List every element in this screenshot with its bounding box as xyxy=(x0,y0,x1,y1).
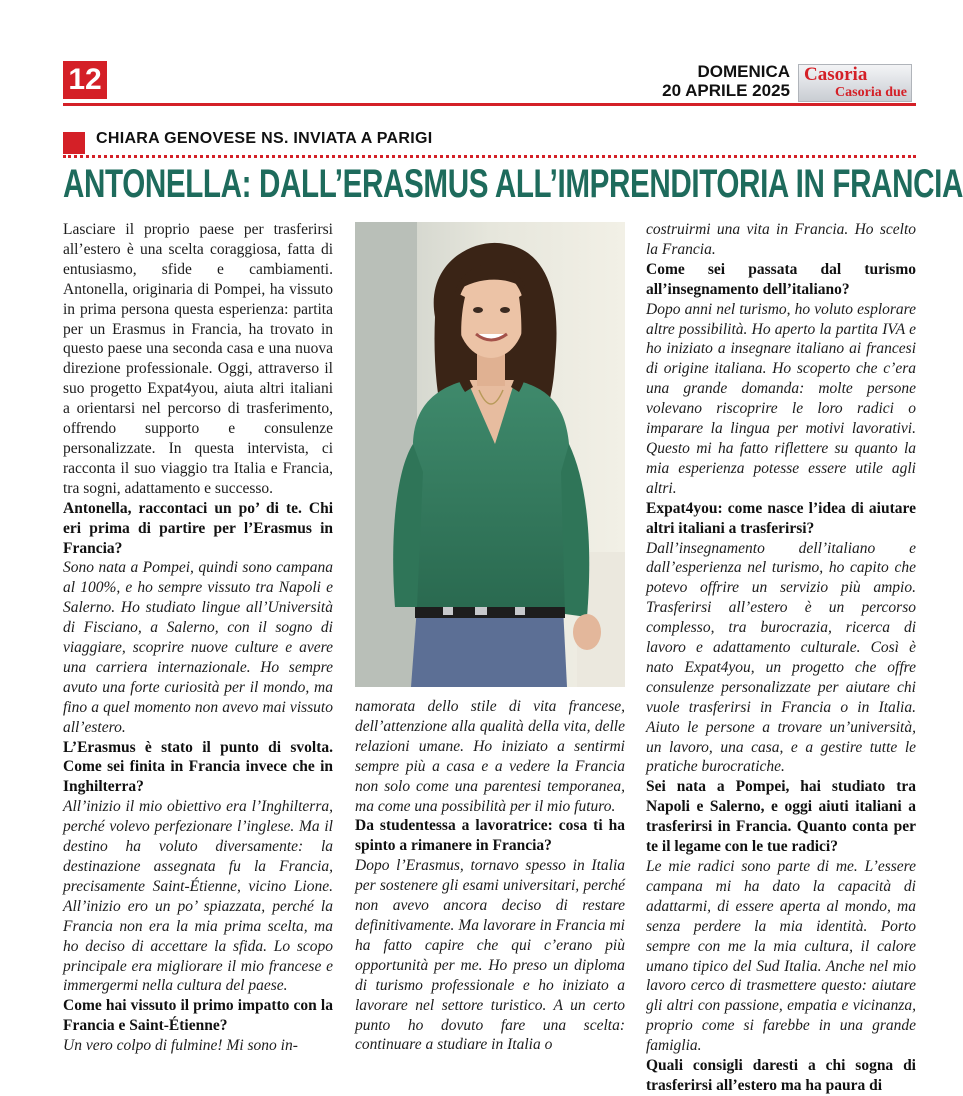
interview-question: Quali consigli daresti a chi sogna di trasferirsi all’estero ma ha paura di xyxy=(646,1057,916,1094)
issue-day: DOMENICA xyxy=(697,62,790,81)
logo-line-1: Casoria xyxy=(804,64,868,85)
interview-answer: namorata dello stile di vita francese, dell’attenzione alla qualità della vita, delle relazioni umane. Ho iniziato a sentirmi sempre più a casa e a vedere la Francia non solo come una parentesi temporanea, ma come una possibilità per il mio futuro. xyxy=(355,698,625,815)
interview-question: Come sei passata dal turismo all’insegnamento dell’italiano? xyxy=(646,260,916,298)
article-kicker: CHIARA GENOVESE NS. INVIATA A PARIGI xyxy=(96,130,433,147)
interview-question: Sei nata a Pompei, hai studiato tra Napoli e Salerno, e oggi aiuti italiani a trasferirsi in Francia. Quanto conta per te il legame con le tue radici? xyxy=(646,778,916,856)
interview-question: Da studentessa a lavoratrice: cosa ti ha spinto a rimanere in Francia? xyxy=(355,817,625,855)
portrait-photo xyxy=(355,222,625,687)
interview-question: Come hai vissuto il primo impatto con la Francia e Saint-Étienne? xyxy=(63,997,333,1035)
interview-answer: Dopo l’Erasmus, tornavo spesso in Italia per sostenere gli esami universitari, perché non avevo ancora deciso di restare definitivamente. Ma lavorare in Francia mi ha fatto capire che qui c’erano più opportunità per me. Ho preso un diploma di turismo professionale e ho iniziato a lavorare nel settore turistico. A un certo punto ho dovuto fare una scelta: continuare a studiare in Italia o xyxy=(355,857,625,1054)
interview-question: L’Erasmus è stato il punto di svolta. Come sei finita in Francia invece che in Inghilterra? xyxy=(63,738,333,796)
interview-question: Antonella, raccontaci un po’ di te. Chi eri prima di partire per l’Erasmus in Francia? xyxy=(63,499,333,557)
interview-answer: costruirmi una vita in Francia. Ho scelto la Francia. xyxy=(646,221,916,258)
interview-question: Expat4you: come nasce l’idea di aiutare altri italiani a trasferirsi? xyxy=(646,499,916,537)
header-rule xyxy=(63,103,916,106)
issue-date xyxy=(662,62,790,100)
interview-answer: Dall’insegnamento dell’italiano e dall’esperienza nel turismo, ho capito che potevo offrire un servizio più ampio. Trasferirsi all’estero è un percorso complesso, tra burocrazia, ricerca di lavoro e adattamento culturale. Così è nato Expat4you, un progetto che offre consulenze personalizzate per aiutare chi vuole trasferirsi in Francia o in Italia. Aiuto le persone a trovare un’università, un lavoro, una casa, e a gestire tutte le pratiche burocratiche. xyxy=(646,539,916,776)
interview-answer: Dopo anni nel turismo, ho voluto esplorare altre possibilità. Ho aperto la partita IVA e ho iniziato a insegnare italiano ai francesi di origine italiana. Ho scoperto che c’era una grande domanda: molte persone volevano riscoprire le loro radici o imparare la lingua per motivi lavorativi. Questo mi ha fatto riflettere su quanto la mia esperienza potesse essere utile agli altri. xyxy=(646,300,916,497)
interview-answer: Sono nata a Pompei, quindi sono campana al 100%, e ho sempre vissuto tra Napoli e Salerno. Ho studiato lingue all’Università di Fisciano, a Salerno, con il sogno di viaggiare, scoprire nuove culture e avere una carriera internazionale. Ho sempre avuto una forte curiosità per il mondo, ma fino a quel momento non avevo mai vissuto all’estero. xyxy=(63,559,333,736)
article-headline: ANTONELLA: DALL’ERASMUS ALL’IMPRENDITORIA IN FRANCIA xyxy=(63,162,963,206)
interview-answer: Un vero colpo di fulmine! Mi sono in- xyxy=(63,1037,298,1055)
article-column-3 xyxy=(646,220,916,1096)
interview-answer: All’inizio il mio obiettivo era l’Inghilterra, perché volevo perfezionare l’inglese. Ma il destino ha voluto diversamente: la destinazione assegnata fu la Francia, precisamente Saint-Étienne, vicino Lione. All’inizio ero un po’ spiazzata, perché la Francia non era la mia prima scelta, ma ho deciso di accettare la sfida. Lo scopo principale era migliorare il mio francese e immergermi nella cultura del paese. xyxy=(63,798,333,995)
kicker-marker xyxy=(63,132,85,154)
article-column-1 xyxy=(63,220,333,1056)
article-column-2 xyxy=(355,697,625,1055)
newspaper-logo xyxy=(798,64,912,102)
photo-illustration xyxy=(355,222,625,687)
logo-line-2: Casoria due xyxy=(835,85,907,100)
issue-full-date: 20 APRILE 2025 xyxy=(662,81,790,100)
interview-answer: Le mie radici sono parte di me. L’essere campana mi ha dato la capacità di adattarmi, di essere aperta al mondo, ma senza perdere la mia identità. Porto sempre con me la mia cultura, il calore umano tipico del Sud Italia. Anche nel mio lavoro cerco di trasmettere questo: aiutare gli altri con passione, empatia e vicinanza, proprio come si farebbe in una grande famiglia. xyxy=(646,858,916,1055)
page-number: 12 xyxy=(63,61,107,99)
intro-paragraph: Lasciare il proprio paese per trasferirsi all’estero è una scelta coraggiosa, fatta di entusiasmo, sfide e cambiamenti. Antonella, originaria di Pompei, ha vissuto in prima persona questa esperienza: partita per un Erasmus in Francia, ha trovato in questo paese una seconda casa e una nuova direzione professionale. Oggi, attraverso il suo progetto Expat4you, aiuta altri italiani a orientarsi nel percorso di trasferimento, offrendo supporto e consulenze personalizzate. In questa intervista, ci racconta il suo viaggio tra Italia e Francia, tra sogni, adattamento e successo. xyxy=(63,221,333,497)
